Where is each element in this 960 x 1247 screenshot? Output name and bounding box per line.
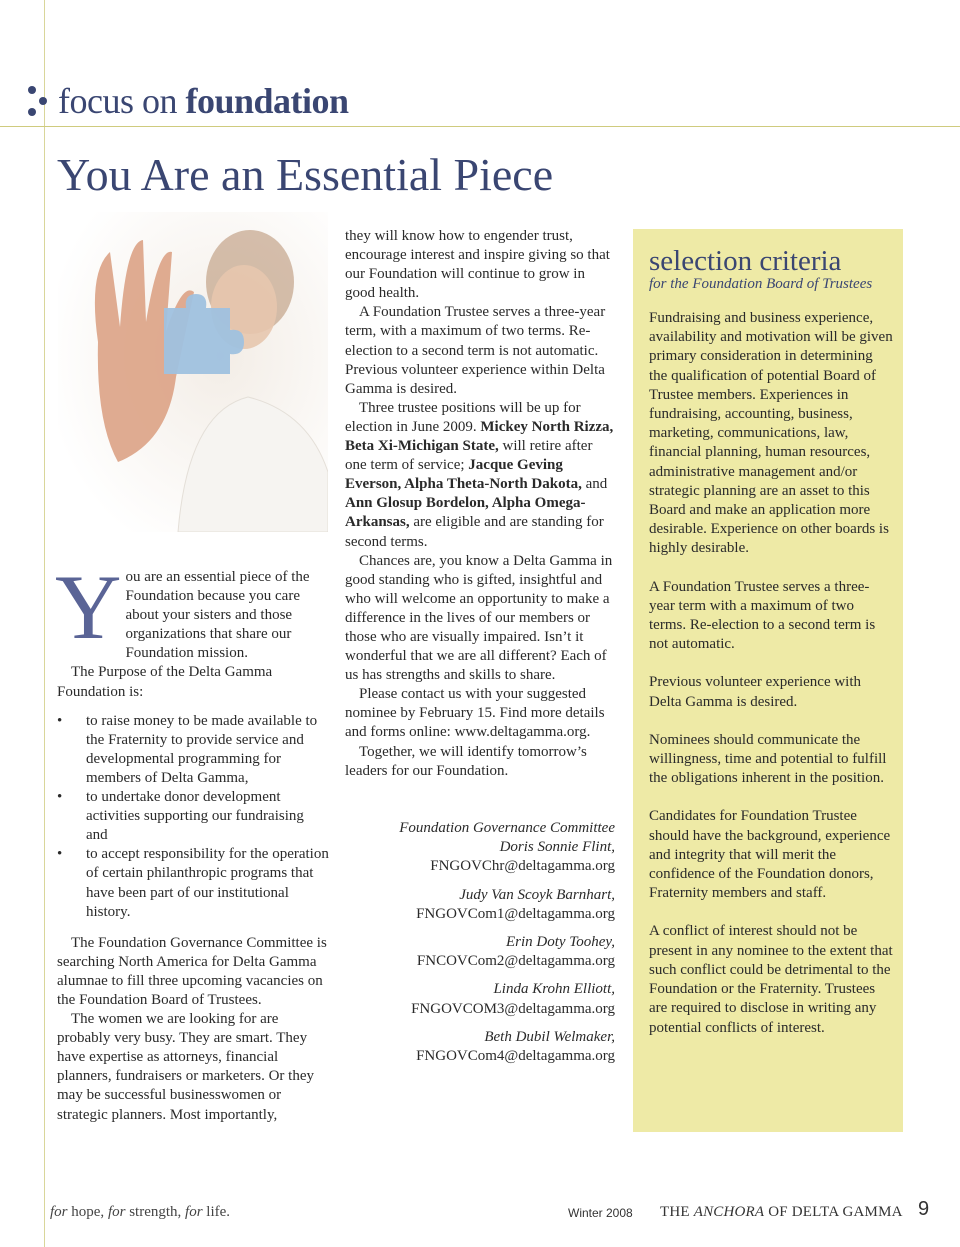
footer-tagline: for hope, for strength, for life. [50,1204,231,1220]
dropcap-letter: Y [55,556,122,658]
sidebar-paragraph: A conflict of interest should not be present in any nominee to the extent that such conflict could be detrimental to the Foundation or the Fraternity. Trustees are required to disclose in writing any potential conflicts of interest. [649,923,893,1036]
purpose-paragraph: The Purpose of the Delta Gamma Foundation is: [57,664,273,700]
chances-paragraph: Chances are, you know a Delta Gamma in good standing who is gifted, insightful and who will welcome an opportunity to make a difference in the lives of our members or those who are visually impaired. Isn’t it wonderful that we are all different? Each of us has strengths and skills to share. [345,552,613,684]
signature-entry [345,886,615,924]
together-paragraph: Together, we will identify tomorrow’s leaders for our Foundation. [345,743,587,779]
signature-entry [345,819,615,877]
signer-email: FNGOVCom1@deltagamma.org [416,905,615,922]
committee-name: Foundation Governance Committee [399,820,615,836]
purpose-list [57,712,329,922]
list-item: • to accept responsibility for the operation of certain philanthropic programs that have been part of our institutional history. [57,846,329,920]
selection-criteria-sidebar [633,229,903,1132]
signature-entry [345,980,615,1018]
sidebar-paragraph: Fundraising and business experience, availability and motivation will be given primary consideration in determining the qualification of potential Board of Trustee members. Experiences in fundraising, accounting, business, marketing, communications, law, financial planning, human resources, administrative management and/or strategic planning are an asset to this Board and make an application more desirable. Experience on other boards is highly desirable. [649,310,893,557]
sidebar-paragraph: Candidates for Foundation Trustee should have the background, experience and integrity that will merit the confidence of the Foundation donors, Fraternity members and staff. [649,808,891,902]
sidebar-paragraph: A Foundation Trustee serves a three-year term with a maximum of two terms. Re-election to a second term is not automatic. [649,578,876,653]
signature-entry [345,933,615,971]
sidebar-paragraph: Nominees should communicate the willingness, time and potential to fulfill the obligations inherent in the position. [649,731,887,787]
list-item: • to raise money to be made available to the Fraternity to provide service and developmental programming for members of Delta Gamma, [57,712,318,786]
sidebar-title: selection criteria [649,245,842,277]
woman-with-puzzle-piece-photo [58,212,328,532]
signer-name: Linda Krohn Elliott, [493,981,615,998]
positions-paragraph: Three trustee positions will be up for election in June 2009. Mickey North Rizza, Beta Xi-Michigan State, will retire after one term of service; Jacque Geving Everson, Alpha Theta-North Dakota, and Ann Glosup Bordelon, Alpha Omega-Arkansas, are eligible and are standing for second terms. [345,399,614,550]
signer-email: FNGOVChr@deltagamma.org [430,858,615,875]
women-paragraph: The women we are looking for are probably very busy. They are smart. They have expertise as attorneys, financial planners, fundraisers or marketers. Or they may be successful businesswomen or strategic planners. Most importantly, [57,1011,314,1123]
signature-entry [345,1028,615,1066]
list-item: • to undertake donor development activities supporting our fundraising and [57,789,304,844]
committee-paragraph: The Foundation Governance Committee is searching North America for Delta Gamma alumnae to fill three upcoming vacancies on the Foundation Board of Trustees. [57,934,327,1008]
term-paragraph: A Foundation Trustee serves a three-year term, with a maximum of two terms. Re-election to a second term is not automatic. Previous volunteer experience within Delta Gamma is desired. [345,304,606,397]
header-rule [0,126,960,127]
article-column-left [55,556,329,1125]
signer-email: FNCOVCom2@deltagamma.org [416,953,615,970]
section-header: focus on foundation [58,81,349,121]
dots-logo-icon [28,86,50,120]
footer-issue-date: Winter 2008 [568,1206,633,1220]
signer-email: FNGOVCom4@deltagamma.org [416,1048,615,1065]
signer-name: Judy Van Scoyk Barnhart, [459,886,615,903]
contact-paragraph: Please contact us with your suggested nominee by February 15. Find more details and forms online: www.deltagamma.org. [345,686,605,741]
left-margin-rule [44,0,45,1247]
signer-name: Doris Sonnie Flint, [499,839,615,856]
signer-name: Beth Dubil Welmaker, [484,1028,615,1045]
page-number: 9 [918,1198,930,1220]
article-title: You Are an Essential Piece [57,149,554,200]
article-column-middle [345,227,617,781]
intro-paragraph: ou are an essential piece of the Foundation because you care about your sisters and those organizations that share our Foundation mission. [125,569,310,662]
sidebar-body [649,309,893,1057]
footer-magazine-name: THE ANCHORA OF DELTA GAMMA [660,1204,903,1220]
signer-name: Erin Doty Toohey, [505,934,615,951]
sidebar-subtitle: for the Foundation Board of Trustees [649,276,873,292]
signer-email: FNGOVCOM3@deltagamma.org [411,1000,615,1017]
signature-block [345,819,615,1075]
continued-paragraph: they will know how to engender trust, encourage interest and inspire giving so that our Foundation will continue to grow in good health. [345,228,610,302]
sidebar-paragraph: Previous volunteer experience with Delta Gamma is desired. [649,674,862,710]
